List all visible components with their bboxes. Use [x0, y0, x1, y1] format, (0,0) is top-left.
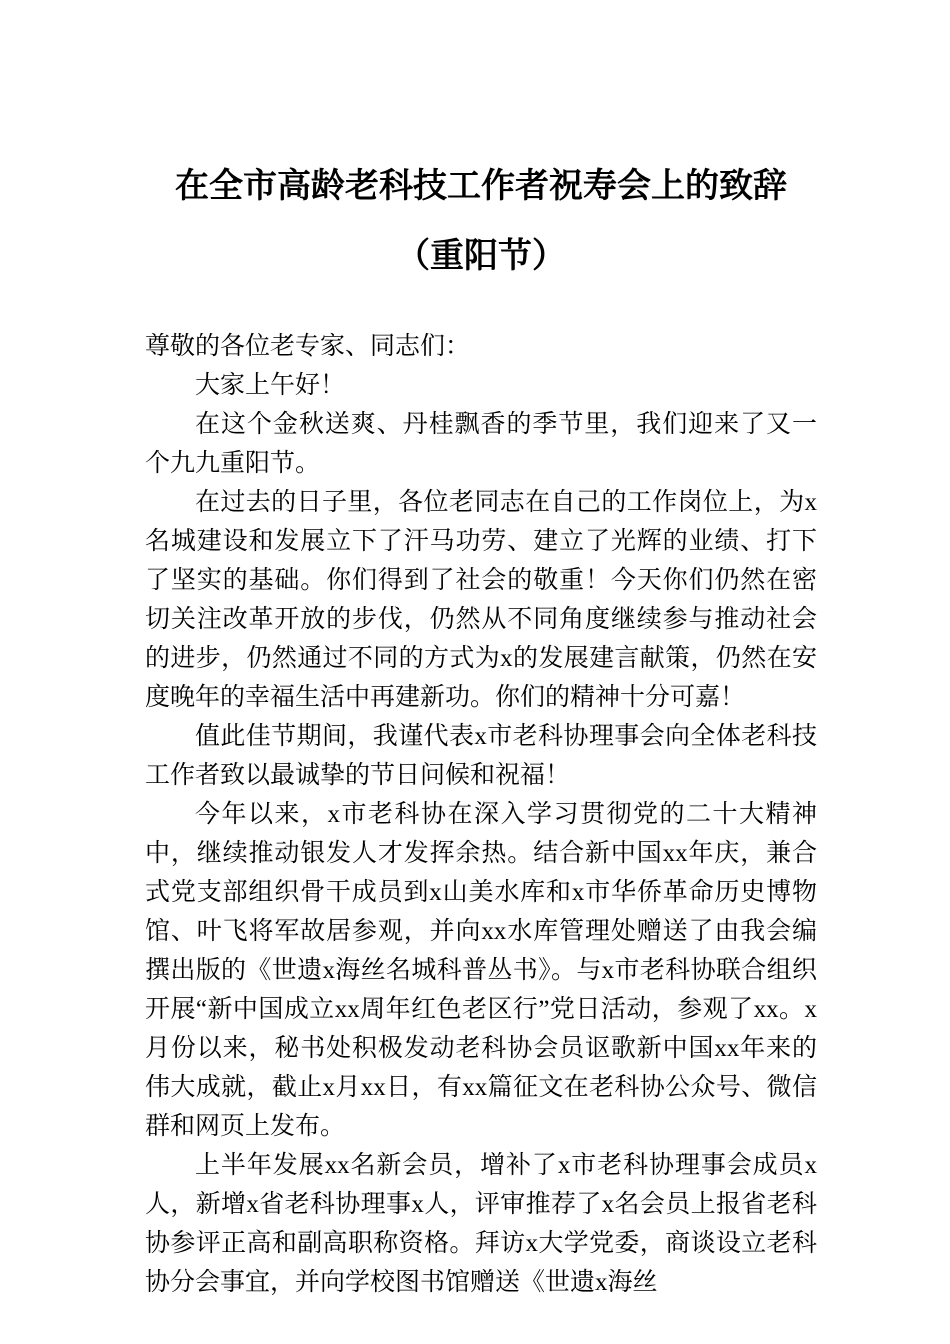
paragraph: 大家上午好！ [195, 372, 346, 400]
paragraph: 今年以来，x市老科协在深入学习贯彻党的二十大精神中，继续推动银发人才发挥余热。结合新中国xx年庆，兼合式党支部组织骨干成员到x山美水库和x市华侨革命历史博物馆、叶飞将军故居参观，并向xx水库管理处赠送了由我会编撰出版的《世遗x海丝名城科普丛书》。与x市老科协联合组织开展“新中国成立xx周年红色老区行”党日活动，参观了xx。x月份以来，秘书处积极发动老科协会员讴歌新中国xx年来的伟大成就，截止x月xx日，有xx篇征文在老科协公众号、微信群和网页上发布。 [145, 801, 817, 1141]
paragraph: 在这个金秋送爽、丹桂飘香的季节里，我们迎来了又一个九九重阳节。 [145, 411, 817, 478]
document-body [145, 327, 817, 1302]
paragraph: 在过去的日子里，各位老同志在自己的工作岗位上，为x名城建设和发展立下了汗马功劳、建立了光辉的业绩、打下了坚实的基础。你们得到了社会的敬重！今天你们仍然在密切关注改革开放的步伐，仍然从不同角度继续参与推动社会的进步，仍然通过不同的方式为x的发展建言献策，仍然在安度晚年的幸福生活中再建新功。你们的精神十分可嘉！ [145, 489, 817, 712]
paragraph: 上半年发展xx名新会员，增补了x市老科协理事会成员x人，新增x省老科协理事x人，评审推荐了x名会员上报省老科协参评正高和副高职称资格。拜访x大学党委，商谈设立老科协分会事宜，并向学校图书馆赠送《世遗x海丝 [145, 1152, 817, 1297]
paragraph-salutation: 尊敬的各位老专家、同志们： [145, 333, 471, 361]
document-subtitle: （重阳节） [396, 237, 566, 275]
document-title-block [145, 152, 817, 291]
document-title: 在全市高龄老科技工作者祝寿会上的致辞 [175, 168, 787, 205]
paragraph: 值此佳节期间，我谨代表x市老科协理事会向全体老科技工作者致以最诚挚的节日问候和祝福！ [145, 723, 817, 790]
